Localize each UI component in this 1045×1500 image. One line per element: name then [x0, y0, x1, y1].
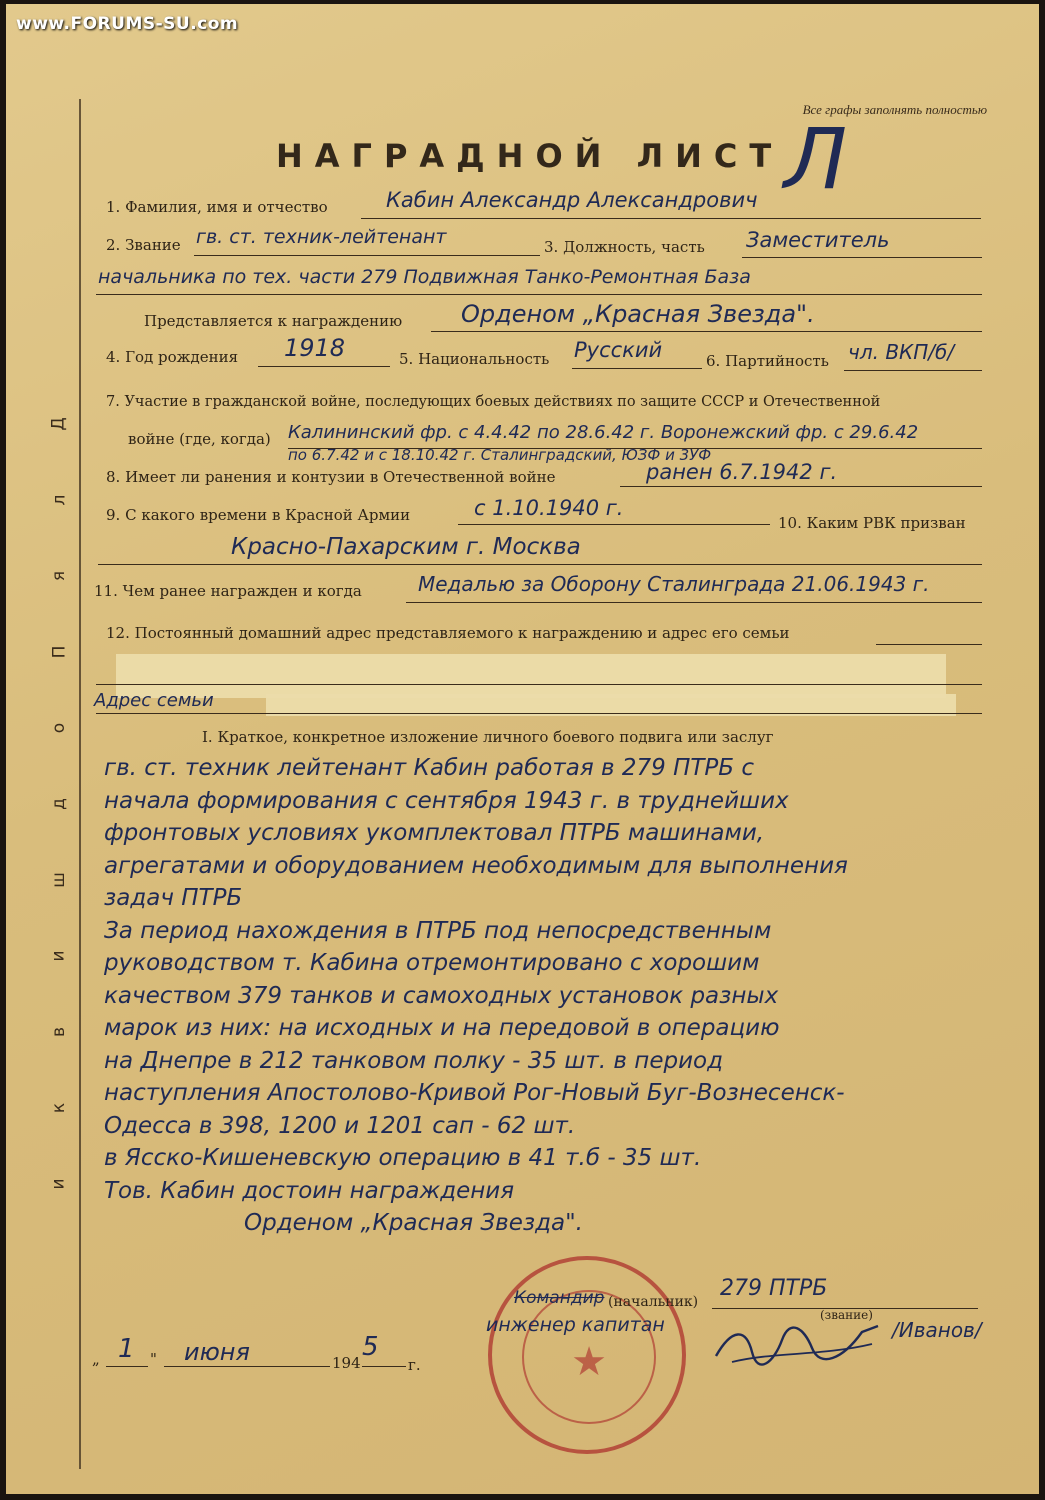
chief-label: (начальник)	[608, 1294, 699, 1310]
side-letter: ш	[49, 872, 69, 888]
field-6-value: чл. ВКП/б/	[848, 340, 955, 364]
date-month: июня	[184, 1338, 250, 1366]
merit-line: наступления Апостолово-Кривой Рог-Новый Буг-Вознесенск-	[104, 1080, 845, 1106]
field-1-label: 1. Фамилия, имя и отчество	[106, 198, 328, 216]
field-3-value-cont: начальника по тех. части 279 Подвижная Танко-Ремонтная База	[98, 266, 751, 288]
date-year-digit: 5	[362, 1332, 379, 1362]
field-7-label-cont: войне (где, когда)	[128, 430, 271, 448]
field-2-label: 2. Звание	[106, 236, 181, 254]
merit-line: агрегатами и оборудованием необходимым для выполнения	[104, 852, 848, 879]
field-7-value: Калининский фр. с 4.4.42 по 28.6.42 г. Воронежский фр. с 29.6.42	[288, 422, 919, 443]
family-address-label: Адрес семьи	[94, 690, 214, 711]
field-4-label: 4. Год рождения	[106, 348, 239, 366]
rank-label: (звание)	[820, 1308, 873, 1322]
merit-line: в Ясско-Кишеневскую операцию в 41 т.б - 35 шт.	[104, 1145, 702, 1171]
side-letter: к	[49, 1102, 69, 1114]
award-value: Орденом „Красная Звезда".	[461, 300, 815, 328]
field-9-label: 9. С какого времени в Красной Армии	[106, 506, 411, 524]
side-letter: в	[49, 1026, 69, 1038]
field-4-value: 1918	[284, 334, 346, 362]
merit-line: Тов. Кабин достоин награждения	[104, 1177, 515, 1204]
field-3-label: 3. Должность, часть	[544, 238, 705, 256]
field-5-value: Русский	[574, 338, 663, 362]
merit-line: качеством 379 танков и самоходных установок разных	[104, 982, 779, 1009]
field-10-value: Красно-Пахарским г. Москва	[231, 534, 581, 560]
round-seal-stamp: ★	[488, 1256, 686, 1454]
side-letter: д	[48, 798, 69, 810]
side-letter: о	[49, 722, 69, 734]
date-close-quote: "	[150, 1350, 157, 1368]
field-12-label: 12. Постоянный домашний адрес представляемого к награждению и адрес его семьи	[106, 624, 790, 642]
side-caption	[34, 414, 84, 1194]
side-letter: л	[49, 494, 69, 506]
field-3-value: Заместитель	[746, 228, 890, 252]
merit-line: начала формирования с сентября 1943 г. в труднейших	[104, 787, 789, 814]
date-day: 1	[118, 1334, 135, 1364]
award-sheet	[6, 4, 1039, 1494]
side-letter: и	[49, 1178, 69, 1190]
field-7-label: 7. Участие в гражданской войне, последующих боевых действиях по защите СССР и Отечественной	[106, 394, 881, 410]
merit-line: Одесса в 398, 1200 и 1201 сап - 62 шт.	[104, 1112, 576, 1139]
field-1-value: Кабин Александр Александрович	[386, 188, 758, 212]
merit-line: Орденом „Красная Звезда".	[244, 1210, 583, 1236]
section-heading: I. Краткое, конкретное изложение личного боевого подвига или заслуг	[202, 728, 774, 746]
merit-line: марок из них: на исходных и на передовой в операцию	[104, 1015, 780, 1041]
corner-mark: Л	[784, 110, 848, 208]
unit-value: 279 ПТРБ	[720, 1276, 828, 1301]
signer-name: /Иванов/	[892, 1318, 982, 1342]
award-label: Представляется к награждению	[144, 312, 403, 330]
date-open-quote: „	[92, 1350, 100, 1368]
field-5-label: 5. Национальность	[399, 350, 550, 368]
side-letter: я	[48, 570, 69, 582]
field-11-value: Медалью за Оборону Сталинграда 21.06.1943 г.	[418, 572, 930, 596]
field-2-value: гв. ст. техник-лейтенант	[196, 226, 447, 248]
field-10-label: 10. Каким РВК призван	[778, 514, 966, 532]
date-suffix: г.	[408, 1356, 421, 1374]
merit-description	[104, 752, 1024, 1240]
commander-label: Командир	[514, 1288, 605, 1308]
handwritten-signature	[712, 1322, 882, 1368]
field-8-value: ранен 6.7.1942 г.	[646, 460, 838, 484]
merit-line: гв. ст. техник лейтенант Кабин работая в 279 ПТРБ с	[104, 755, 755, 781]
merit-line: руководством т. Кабина отремонтировано с хорошим	[104, 950, 760, 976]
field-7-value-cont: по 6.7.42 и с 18.10.42 г. Сталинградский, ЮЗФ и 3УФ	[288, 446, 712, 464]
side-letter: и	[49, 950, 69, 962]
site-watermark: www.FORUMS-SU.com	[16, 14, 239, 34]
field-6-label: 6. Партийность	[706, 352, 829, 370]
field-11-label: 11. Чем ранее награжден и когда	[94, 582, 362, 600]
merit-line: фронтовых условиях укомплектовал ПТРБ машинами,	[104, 820, 765, 846]
field-9-value: с 1.10.1940 г.	[474, 496, 624, 520]
redacted-address	[116, 654, 946, 698]
merit-line: задач ПТРБ	[104, 885, 243, 911]
fill-note: Все графы заполнять полностью	[802, 102, 987, 117]
side-letter: Д	[49, 417, 69, 431]
field-8-label: 8. Имеет ли ранения и контузии в Отечественной войне	[106, 468, 556, 486]
side-letter: П	[48, 645, 69, 659]
merit-line: За период нахождения в ПТРБ под непосредственным	[104, 917, 772, 944]
rank-value: инженер капитан	[486, 1314, 665, 1336]
merit-line: на Днепре в 212 танковом полку - 35 шт. в период	[104, 1047, 724, 1074]
date-year-prefix: 194	[332, 1354, 361, 1372]
document-title: НАГРАДНОЙ ЛИСТ	[276, 137, 784, 175]
